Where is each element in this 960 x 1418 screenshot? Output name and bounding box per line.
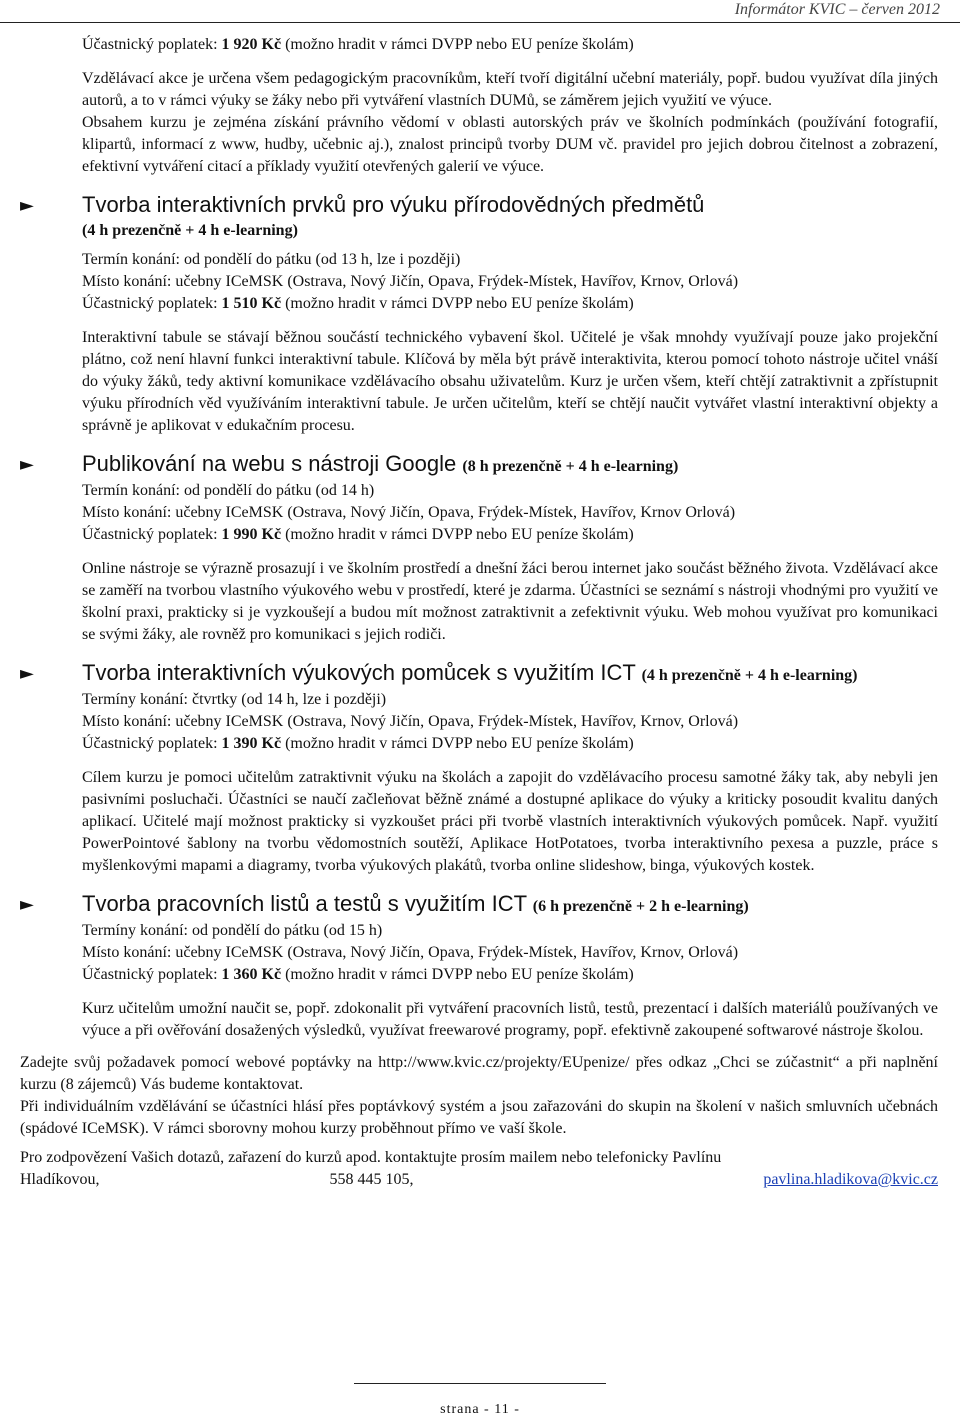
footer-paragraph: Při individuálním vzdělávání se účastníci hlásí přes poptávkový systém a jsou zařazováni do skupin na školení v našich smluvních učebnách (spádové ICeMSK). V rámci sborovny mohou kurzy proběhnout přímo ve vaší škole. — [20, 1098, 938, 1137]
intro-fee: Účastnický poplatek: 1 920 Kč (možno hradit v rámci DVPP nebo EU peníze školám) — [82, 36, 634, 53]
running-header — [0, 0, 960, 23]
course-hours: (4 h prezenčně + 4 h e-learning) — [641, 667, 858, 684]
course-hours: (4 h prezenčně + 4 h e-learning) — [82, 222, 298, 239]
page-content — [20, 34, 938, 1191]
course-place: Místo konání: učebny ICeMSK (Ostrava, Nový Jičín, Opava, Frýdek-Místek, Havířov, Krnov, Orlová) — [82, 944, 739, 961]
course-title: Publikování na webu s nástroji Google (8 h prezenčně + 4 h e-learning) — [82, 451, 679, 476]
course-section — [20, 660, 938, 877]
course-description: Online nástroje se výrazně prosazují i ve školním prostředí a dnešní žáci berou internet jako součást běžného života. Vzdělávací akce se zaměří na tvorbou vlastního výukového webu v prostředí, které je zdarma. Účastníci se seznámí s nástroji vhodnými pro využití ve školní praxi, prakticky si je vyzkoušejí a budou mít možnost zatraktivnit a zefektivnit výuku. Web mohou využívat pro komunikaci se svými žáky, ale rovněž pro komunikaci s jejich rodiči. — [82, 560, 938, 643]
course-place: Místo konání: učebny ICeMSK (Ostrava, Nový Jičín, Opava, Frýdek-Místek, Havířov, Krnov, Orlová) — [82, 713, 739, 730]
course-title: Tvorba interaktivních prvků pro výuku přírodovědných předmětů — [82, 192, 705, 217]
course-hours: (6 h prezenčně + 2 h e-learning) — [532, 898, 749, 915]
footer-paragraph: Pro zodpovězení Vašich dotazů, zařazení do kurzů apod. kontaktujte prosím mailem nebo telefonicky Pavlínu — [20, 1149, 722, 1166]
course-term: Termíny konání: čtvrtky (od 14 h, lze i později) — [82, 691, 387, 708]
course-fee: Účastnický poplatek: 1 390 Kč (možno hradit v rámci DVPP nebo EU peníze školám) — [82, 735, 634, 752]
course-fee: Účastnický poplatek: 1 360 Kč (možno hradit v rámci DVPP nebo EU peníze školám) — [82, 966, 634, 983]
course-place: Místo konání: učebny ICeMSK (Ostrava, Nový Jičín, Opava, Frýdek-Místek, Havířov, Krnov Orlová) — [82, 504, 736, 521]
course-description: Kurz učitelům umožní naučit se, popř. zdokonalit při vytváření pracovních listů, testů, prezentací i dalších materiálů používaných ve výuce a při ověřování dosažených výsledků, využívat freewarové programy, popř. efektivně zakoupené softwarové nástroje školou. — [82, 1000, 938, 1039]
course-description: Cílem kurzu je pomoci učitelům zatraktivnit výuku na školách a zapojit do vzdělávacího procesu samotné žáky tak, aby nebyli jen pasivními posluchači. Účastníci se naučí začleňovat běžně známé a dostupné aplikace do výuky a kriticky posoudit kvalitu daných aplikací. Učitelé mají možnost prakticky si vyzkoušet práci při tvorbě vlastních interaktivních výukových pomůcek. Např. využití PowerPointové šablony na tvorbu vědomostních soutěží, Aplikace HotPotatoes, tvorba interaktivního pexesa a puzzle, práce s myšlenkovými mapami a diagramy, tvorba výukových plakátů, tvorba online slideshow, binga, výukových kostek. — [82, 769, 938, 874]
intro-block — [82, 34, 938, 178]
contact-phone: 558 445 105, — [329, 1171, 414, 1188]
bullet-arrow-icon: ► — [20, 195, 34, 216]
header-title: Informátor KVIC – červen 2012 — [734, 1, 940, 18]
course-fee: Účastnický poplatek: 1 990 Kč (možno hradit v rámci DVPP nebo EU peníze školám) — [82, 526, 634, 543]
bullet-arrow-icon: ► — [20, 894, 34, 915]
contact-line — [20, 1169, 938, 1191]
intro-paragraph: Vzdělávací akce je určena všem pedagogickým pracovníkům, kteří tvoří digitální učební materiály, popř. budou využívat díla jiných autorů, a to v rámci výuky se žáky nebo při vytváření vlastních DUMů, se záměrem jejich využití ve výuce. — [82, 70, 938, 109]
course-title: Tvorba interaktivních výukových pomůcek s využitím ICT (4 h prezenčně + 4 h e-learning) — [82, 660, 858, 685]
bullet-arrow-icon: ► — [20, 663, 34, 684]
page-number: strana - 11 - — [440, 1402, 520, 1417]
course-term: Termíny konání: od pondělí do pátku (od 15 h) — [82, 922, 383, 939]
course-hours: (8 h prezenčně + 4 h e-learning) — [462, 458, 679, 475]
course-description: Interaktivní tabule se stávají běžnou součástí technického vybavení škol. Učitelé je však mnohdy využívají pouze jako projekční plátno, což není hlavní funkci interaktivní tabule. Klíčová by měla být právě interaktivita, kterou pomocí tohoto nástroje učitel vnáší do výuky žáků, tedy aktivní komunikace vzdělávacího obsahu uživatelům. Kurz je určen všem, kteří chtějí zatraktivnit a zpřístupnit výuku přírodních věd využíváním interaktivní tabule. Je určen učitelům, kteří se chtějí naučit vytvářet vlastní interaktivní objekty a správně je aplikovat v edukačním procesu. — [82, 329, 938, 434]
course-term: Termín konání: od pondělí do pátku (od 14 h) — [82, 482, 375, 499]
course-term: Termín konání: od pondělí do pátku (od 13 h, lze i později) — [82, 251, 461, 268]
footer-divider — [354, 1383, 606, 1384]
course-section — [20, 192, 938, 437]
contact-email-link[interactable]: pavlina.hladikova@kvic.cz — [763, 1171, 938, 1188]
footer-paragraph: Zadejte svůj požadavek pomocí webové poptávky na http://www.kvic.cz/projekty/EUpenize/ přes odkaz „Chci se zúčastnit“ a při naplnění kurzu (8 zájemců) Vás budeme kontaktovat. — [20, 1054, 938, 1093]
intro-paragraph: Obsahem kurzu je zejména získání právního vědomí v oblasti autorských práv ve školních podmínkách (používání fotografií, klipartů, informací z www, hudby, učebnic aj.), znalost principů tvorby DUM vč. pravidel pro jejich dobrou čitelnost a zobrazení, efektivní vytváření citací a příklady využití otevřených galerií ve výuce. — [82, 114, 938, 175]
course-section — [20, 451, 938, 646]
contact-block — [20, 1052, 938, 1191]
contact-name: Hladíkovou, — [20, 1171, 100, 1188]
course-section — [20, 891, 938, 1042]
course-place: Místo konání: učebny ICeMSK (Ostrava, Nový Jičín, Opava, Frýdek-Místek, Havířov, Krnov, Orlová) — [82, 273, 739, 290]
course-title: Tvorba pracovních listů a testů s využitím ICT (6 h prezenčně + 2 h e-learning) — [82, 891, 749, 916]
bullet-arrow-icon: ► — [20, 454, 34, 475]
course-fee: Účastnický poplatek: 1 510 Kč (možno hradit v rámci DVPP nebo EU peníze školám) — [82, 295, 634, 312]
